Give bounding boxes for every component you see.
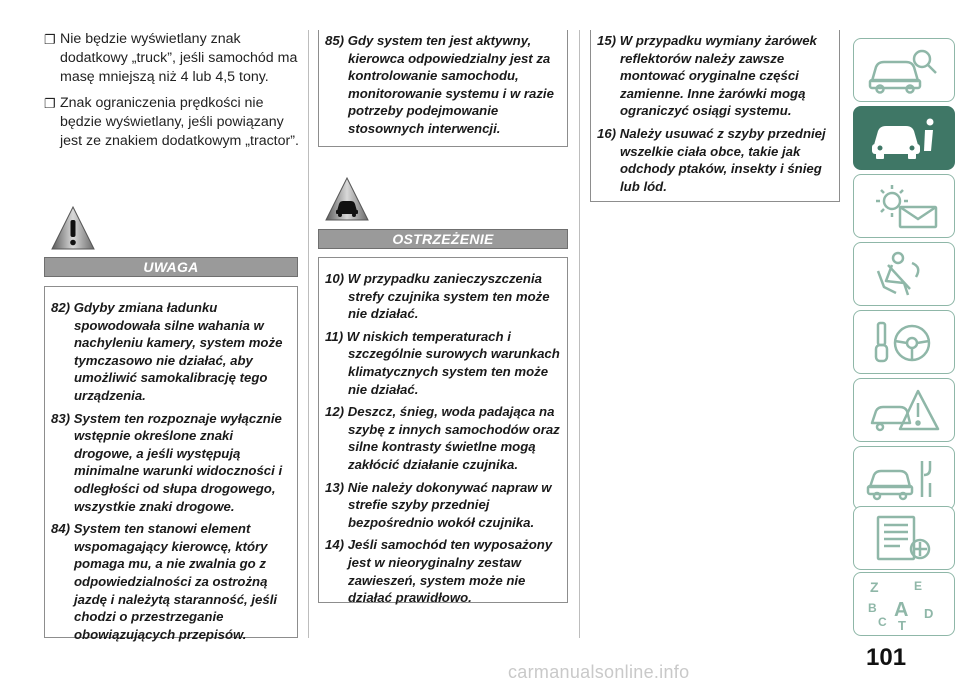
index-letter: T [898,618,906,630]
caution-note: 14) Jeśli samochód ten wyposażony jest w nieoryginalny zestaw zawieszeń, system może nie działać prawidłowo. [325,537,553,606]
car-warning-icon [324,176,370,229]
column-divider [579,30,580,638]
key-steering-wheel-icon [864,317,944,367]
checkbox-bullet-icon: ❐ [44,96,56,111]
warning-box [44,286,298,642]
index-letter: Z [870,579,879,595]
continued-note-box [318,30,568,147]
caution-note: 16) Należy usuwać z szyby przedniej wszelkie ciała obce, takie jak odchody ptaków, insekty i śnieg lub lód. [597,125,826,194]
column-divider [308,30,309,638]
index-letter: D [924,606,934,621]
warning-lights-icon [864,181,944,231]
car-search-icon [864,45,944,95]
caution-note: 11) W niskich temperaturach i szczególnie surowych warunkach klimatycznych system ten może nie działać. [325,328,560,397]
tab-starting-driving[interactable] [853,310,955,374]
tab-index[interactable] [853,572,955,636]
tab-maintenance[interactable] [853,446,955,510]
index-letter: B [868,601,877,615]
emergency-triangle-icon [864,385,944,435]
checkbox-bullet-icon: ❐ [44,32,56,47]
caution-note: 12) Deszcz, śnieg, woda padająca na szybę z innych samochodów oraz silne kontrasty świetlne mogą zakłócić działanie czujnika. [325,404,560,472]
tab-safety[interactable] [853,242,955,306]
car-info-icon [864,113,944,163]
index-letter: A [894,599,909,621]
bullet-item [44,94,300,151]
warning-note: 83) System ten rozpoznaje wyłącznie wstępnie określone znaki drogowe, a jeśli występują minimalne warunki widoczności i odległości od słupa drogowego, wszystkie znaki drogowe. [51,410,283,514]
tab-warning-lights[interactable] [853,174,955,238]
exclamation-warning-icon [50,205,96,258]
continued-caution-box [590,30,840,202]
caution-note: 13) Nie należy dokonywać napraw w strefie szyby przedniej bezpośrednio wokół czujnika. [325,479,552,530]
warning-header: UWAGA [44,257,298,277]
index-letter: C [878,615,887,629]
index-letters-icon [864,578,944,630]
car-service-icon [864,453,944,503]
tab-emergency[interactable] [853,378,955,442]
bullet-item [44,30,300,87]
caution-box [318,257,568,606]
caution-note: 15) W przypadku wymiany żarówek reflektorów należy zawsze montować oryginalne części zamienne. Inne żarówki mogą ograniczyć osiągi systemu. [597,33,817,119]
warning-note: 85) Gdy system ten jest aktywny, kierowca odpowiedzialny jest za kontrolowanie samochodu, monitorowanie systemu i w razie potrzeby podejmowanie stosownych interwencji. [325,33,554,136]
bullet-text: Znak ograniczenia prędkości nie będzie wyświetlany, jeśli powiązany jest ze znakiem dodatkowym „tractor”. [60,95,299,149]
tab-getting-to-know-car[interactable] [853,38,955,102]
caution-header: OSTRZEŻENIE [318,229,568,249]
tab-specifications[interactable] [853,506,955,570]
bullet-text: Nie będzie wyświetlany znak dodatkowy „truck”, jeśli samochód ma masę mniejszą niż 4 lub 4,5 tony. [60,31,298,85]
left-column [44,30,300,158]
index-letter: E [914,579,923,593]
specifications-icon [864,513,944,563]
tab-dashboard-info[interactable] [853,106,955,170]
page-number: 101 [866,644,907,671]
seat-safety-icon [864,249,944,299]
caution-note: 10) W przypadku zanieczyszczenia strefy czujnika system ten może nie działać. [325,271,550,322]
warning-note: 84) System ten stanowi element wspomagający kierowcę, który pomaga mu, a nie zwalnia go z odpowiedzialności za ostrożną jazdę i należytą staranność, jeśli chodzi o przestrzeganie obowiązujących przepisów. [51,521,278,642]
warning-note: 82) Gdyby zmiana ładunku spowodowała silne wahania w nachyleniu kamery, system może tymczasowo nie działać, aby umożliwić samokalibrację tego urządzenia. [51,300,283,403]
watermark: carmanualsonline.info [508,662,690,682]
